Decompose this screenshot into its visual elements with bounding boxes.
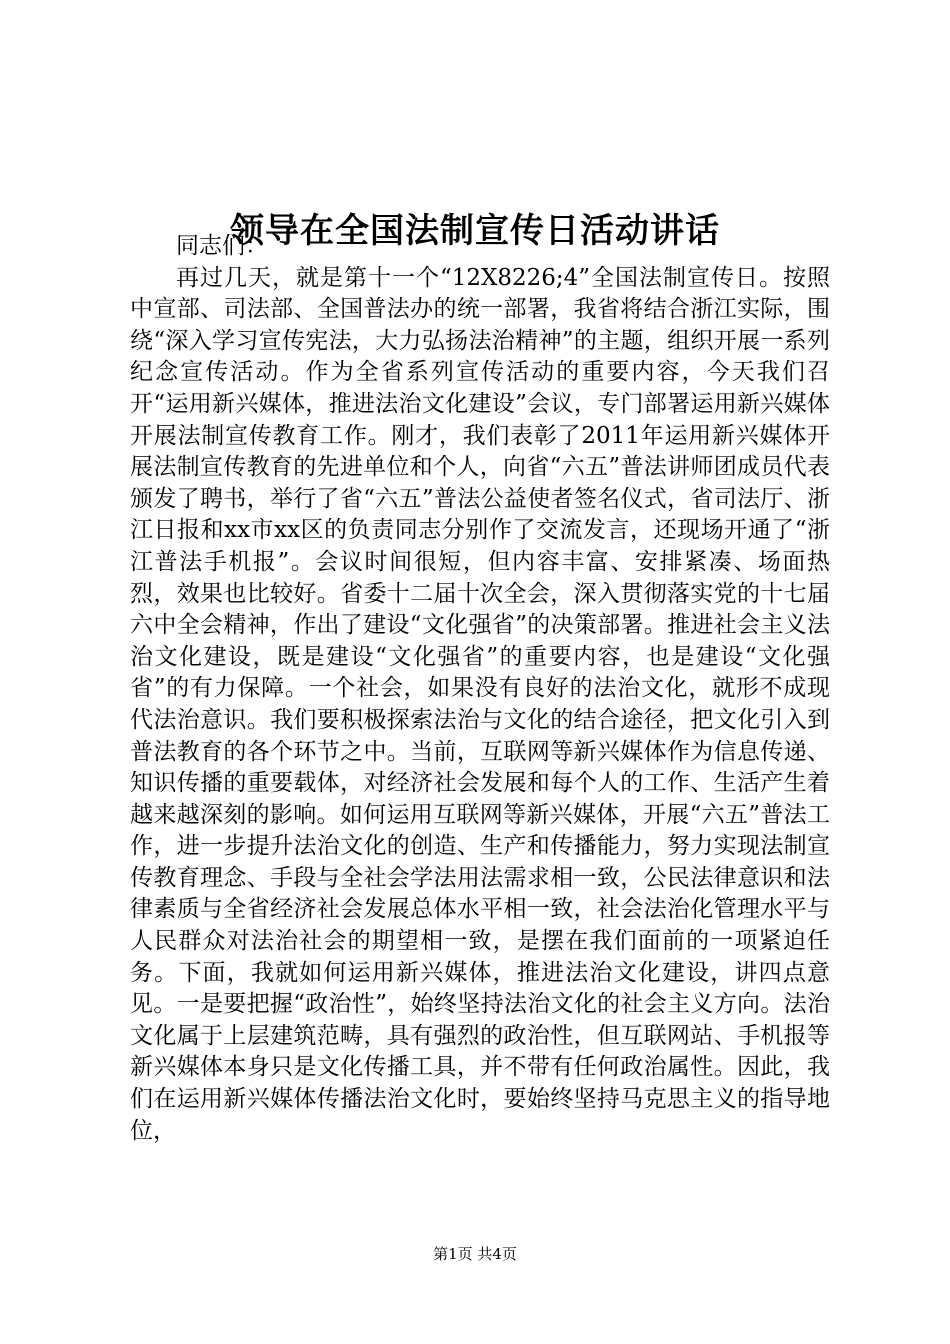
salutation: 同志们： [176, 233, 268, 259]
page-number: 第1页 共4页 [433, 1245, 517, 1263]
document-body [130, 231, 830, 1147]
body-paragraph: 再过几天，就是第十一个“12X8226;4”全国法制宣传日。按照中宣部、司法部、全国普法办的统一部署，我省将结合浙江实际，围绕“深入学习宣传宪法，大力弘扬法治精神”的主题，组织开展一系列纪念宣传活动。作为全省系列宣传活动的重要内容，今天我们召开“运用新兴媒体，推进法治文化建设”会议，专门部署运用新兴媒体开展法制宣传教育工作。刚才，我们表彰了2011年运用新兴媒体开展法制宣传教育的先进单位和个人，向省“六五”普法讲师团成员代表颁发了聘书，举行了省“六五”普法公益使者签名仪式，省司法厅、浙江日报和xx市xx区的负责同志分别作了交流发言，还现场开通了“浙江普法手机报”。会议时间很短，但内容丰富、安排紧凑、场面热烈，效果也比较好。省委十二届十次全会，深入贯彻落实党的十七届六中全会精神，作出了建设“文化强省”的决策部署。推进社会主义法治文化建设，既是建设“文化强省”的重要内容，也是建设“文化强省”的有力保障。一个社会，如果没有良好的法治文化，就形不成现代法治意识。我们要积极探索法治与文化的结合途径，把文化引入到普法教育的各个环节之中。当前，互联网等新兴媒体作为信息传递、知识传播的重要载体，对经济社会发展和每个人的工作、生活产生着越来越深刻的影响。如何运用互联网等新兴媒体，开展“六五”普法工作，进一步提升法治文化的创造、生产和传播能力，努力实现法制宣传教育理念、手段与全社会学法用法需求相一致，公民法律意识和法律素质与全省经济社会发展总体水平相一致，社会法治化管理水平与人民群众对法治社会的期望相一致，是摆在我们面前的一项紧迫任务。下面，我就如何运用新兴媒体，推进法治文化建设，讲四点意见。一是要把握“政治性”，始终坚持法治文化的社会主义方向。法治文化属于上层建筑范畴，具有强烈的政治性，但互联网站、手机报等新兴媒体本身只是文化传播工具，并不带有任何政治属性。因此，我们在运用新兴媒体传播法治文化时，要始终坚持马克思主义的指导地位， [130, 264, 830, 1144]
document-title: 领导在全国法制宣传日活动讲话 [230, 210, 720, 251]
